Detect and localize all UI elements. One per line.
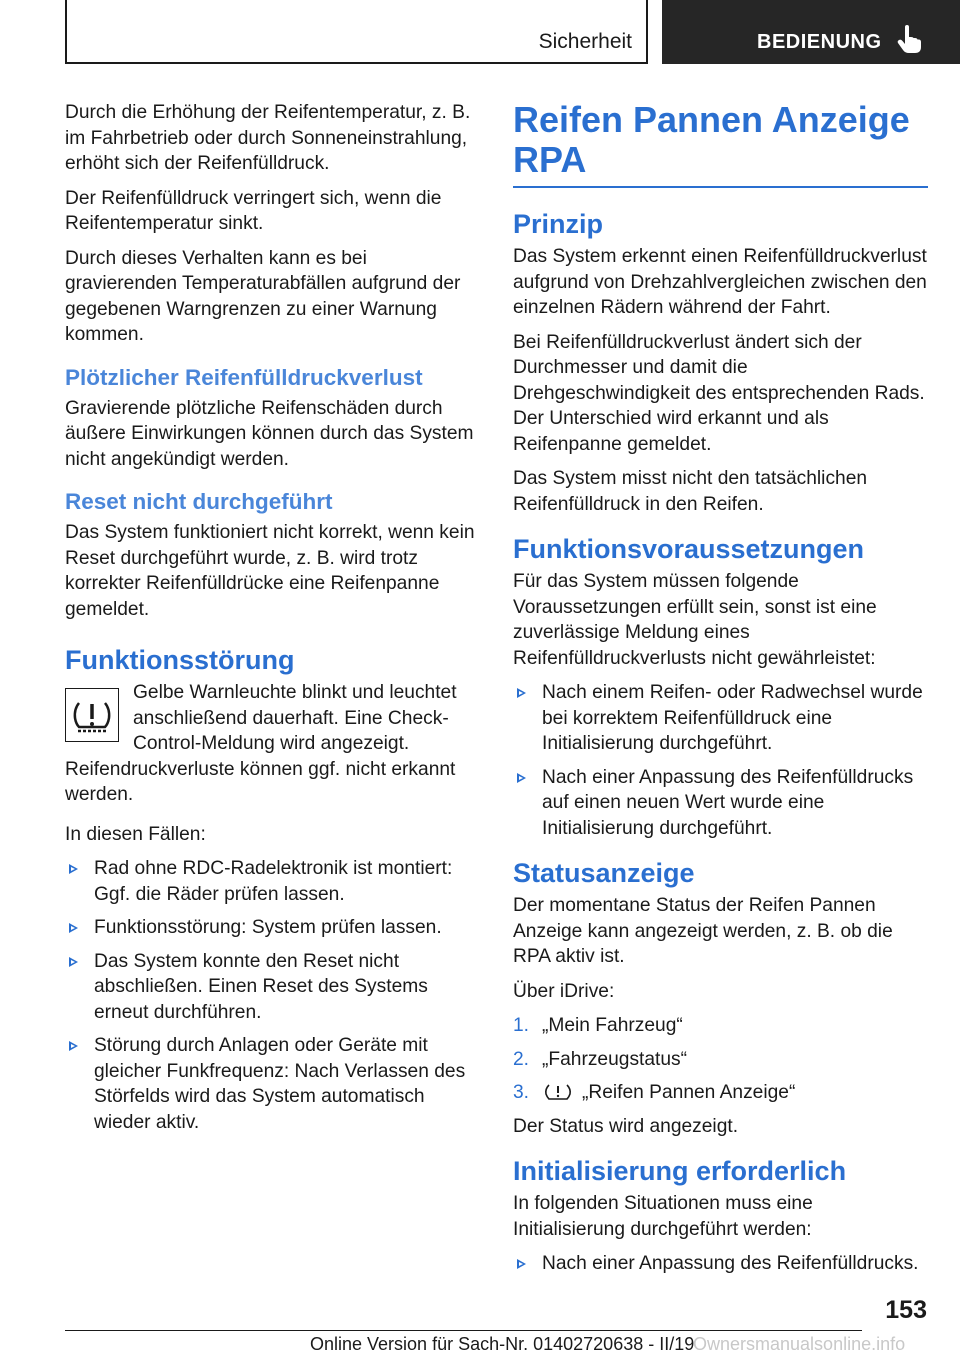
list-initialisierung bbox=[513, 1251, 928, 1277]
paragraph: Der momentane Status der Reifen Pannen Anzeige kann angezeigt werden, z. B. ob die RPA aktiv ist. bbox=[513, 895, 893, 967]
paragraph: Gelbe Warnleuchte blinkt und leuchtet anschließend dauerhaft. Eine Check-Control-Meldung wird angezeigt. Reifendruckverluste können ggf. nicht erkannt werden. bbox=[65, 682, 457, 805]
list-item: Das System konnte den Reset nicht abschließen. Einen Reset des Systems erneut durchführen. bbox=[65, 949, 480, 1026]
hand-pointer-icon bbox=[896, 24, 922, 54]
paragraph: Das System erkennt einen Reifenfülldruckverlust aufgrund von Drehzahlvergleichen zwischen den einzelnen Rädern während der Fahrt. bbox=[513, 246, 927, 318]
list-voraussetzungen bbox=[513, 680, 928, 841]
header-section-title: Sicherheit bbox=[538, 30, 632, 53]
list-item: Funktionsstörung: System prüfen lassen. bbox=[65, 915, 480, 941]
page-title: Reifen Pannen Anzeige RPA bbox=[513, 99, 910, 180]
paragraph: Der Status wird angezeigt. bbox=[513, 1115, 739, 1137]
steps-list bbox=[513, 1013, 928, 1106]
step-number: 1. bbox=[513, 1015, 530, 1036]
header-section-box bbox=[65, 0, 648, 64]
heading-ploetzlicher-verlust: Plötzlicher Reifenfülldruckverlust bbox=[65, 364, 423, 390]
header-tab-bedienung bbox=[662, 0, 960, 64]
step-text: „Mein Fahrzeug“ bbox=[542, 1015, 683, 1036]
step-number: 3. bbox=[513, 1082, 530, 1103]
step-item bbox=[513, 1013, 928, 1039]
right-column bbox=[513, 100, 928, 1285]
paragraph: Gravierende plötzliche Reifenschäden durch äußere Einwirkungen können durch das System nicht angekündigt werden. bbox=[65, 397, 474, 470]
step-item bbox=[513, 1047, 928, 1073]
header-tab-label: BEDIENUNG bbox=[757, 31, 882, 53]
step-number: 2. bbox=[513, 1048, 530, 1070]
left-column bbox=[65, 100, 480, 1143]
paragraph: Durch dieses Verhalten kann es bei gravierenden Temperaturabfällen aufgrund der gegebenen Warngrenzen zu einer Warnung kommen. bbox=[65, 247, 461, 345]
paragraph: Das System misst nicht den tatsächlichen Reifenfülldruck in den Reifen. bbox=[513, 468, 868, 515]
footer-version-text: Online Version für Sach-Nr. 01402720638 - II/19 bbox=[310, 1334, 695, 1354]
heading-funktionsstoerung: Funktionsstörung bbox=[65, 645, 295, 675]
step-text: „Fahrzeugstatus“ bbox=[542, 1048, 688, 1070]
heading-reset: Reset nicht durchgeführt bbox=[65, 489, 333, 514]
warning-block bbox=[65, 680, 480, 808]
list-item: Nach einer Anpassung des Reifenfülldrucks auf einen neuen Wert wurde eine Initialisierung durchgeführt. bbox=[513, 765, 928, 842]
heading-prinzip: Prinzip bbox=[513, 209, 604, 239]
heading-initialisierung: Initialisierung erforderlich bbox=[513, 1156, 847, 1186]
paragraph: In diesen Fällen: bbox=[65, 823, 206, 845]
list-item: Störung durch Anlagen oder Geräte mit gleicher Funkfrequenz: Nach Verlassen des Störfelds wird das System automatisch wieder aktiv. bbox=[65, 1033, 480, 1135]
step-text: „Reifen Pannen Anzeige“ bbox=[582, 1082, 796, 1103]
paragraph: Der Reifenfülldruck verringert sich, wenn die Reifentemperatur sinkt. bbox=[65, 187, 442, 234]
list-item: Nach einer Anpassung des Reifenfülldrucks. bbox=[513, 1251, 928, 1277]
footer-rule bbox=[65, 1330, 862, 1331]
title-rule bbox=[513, 186, 928, 188]
tire-pressure-warning-icon bbox=[65, 688, 119, 742]
list-item: Rad ohne RDC-Radelektronik ist montiert: Ggf. die Räder prüfen lassen. bbox=[65, 856, 480, 907]
list-faelle bbox=[65, 856, 480, 1135]
paragraph: Über iDrive: bbox=[513, 980, 615, 1002]
tire-status-icon bbox=[542, 1082, 574, 1102]
step-item bbox=[513, 1080, 928, 1106]
list-item: Nach einem Reifen- oder Radwechsel wurde bei korrektem Reifenfülldruck eine Initialisierung durchgeführt. bbox=[513, 680, 928, 757]
page-number: 153 bbox=[885, 1296, 927, 1324]
heading-statusanzeige: Statusanzeige bbox=[513, 858, 695, 888]
heading-funktionsvoraussetzungen: Funktionsvoraussetzungen bbox=[513, 534, 865, 564]
paragraph: Das System funktioniert nicht korrekt, wenn kein Reset durchgeführt wurde, z. B. wird trotz korrekter Reifenfülldrücke eine Reifenpanne gemeldet. bbox=[65, 522, 475, 620]
paragraph: In folgenden Situationen muss eine Initialisierung durchgeführt werden: bbox=[513, 1193, 813, 1240]
paragraph: Bei Reifenfülldruckverlust ändert sich der Durchmesser und damit die Drehgeschwindigkeit des entsprechenden Rads. Der Unterschied wird erkannt und als Reifenpanne gemeldet. bbox=[513, 331, 925, 455]
footer-watermark: Ownersmanualsonline.info bbox=[693, 1334, 906, 1354]
paragraph: Für das System müssen folgende Voraussetzungen erfüllt sein, sonst ist eine zuverlässige Meldung eines Reifenfülldruckverlusts nicht gewährleistet: bbox=[513, 571, 877, 669]
paragraph: Durch die Erhöhung der Reifentemperatur, z. B. im Fahrbetrieb oder durch Sonneneinstrahlung, erhöht sich der Reifenfülldruck. bbox=[65, 102, 471, 174]
